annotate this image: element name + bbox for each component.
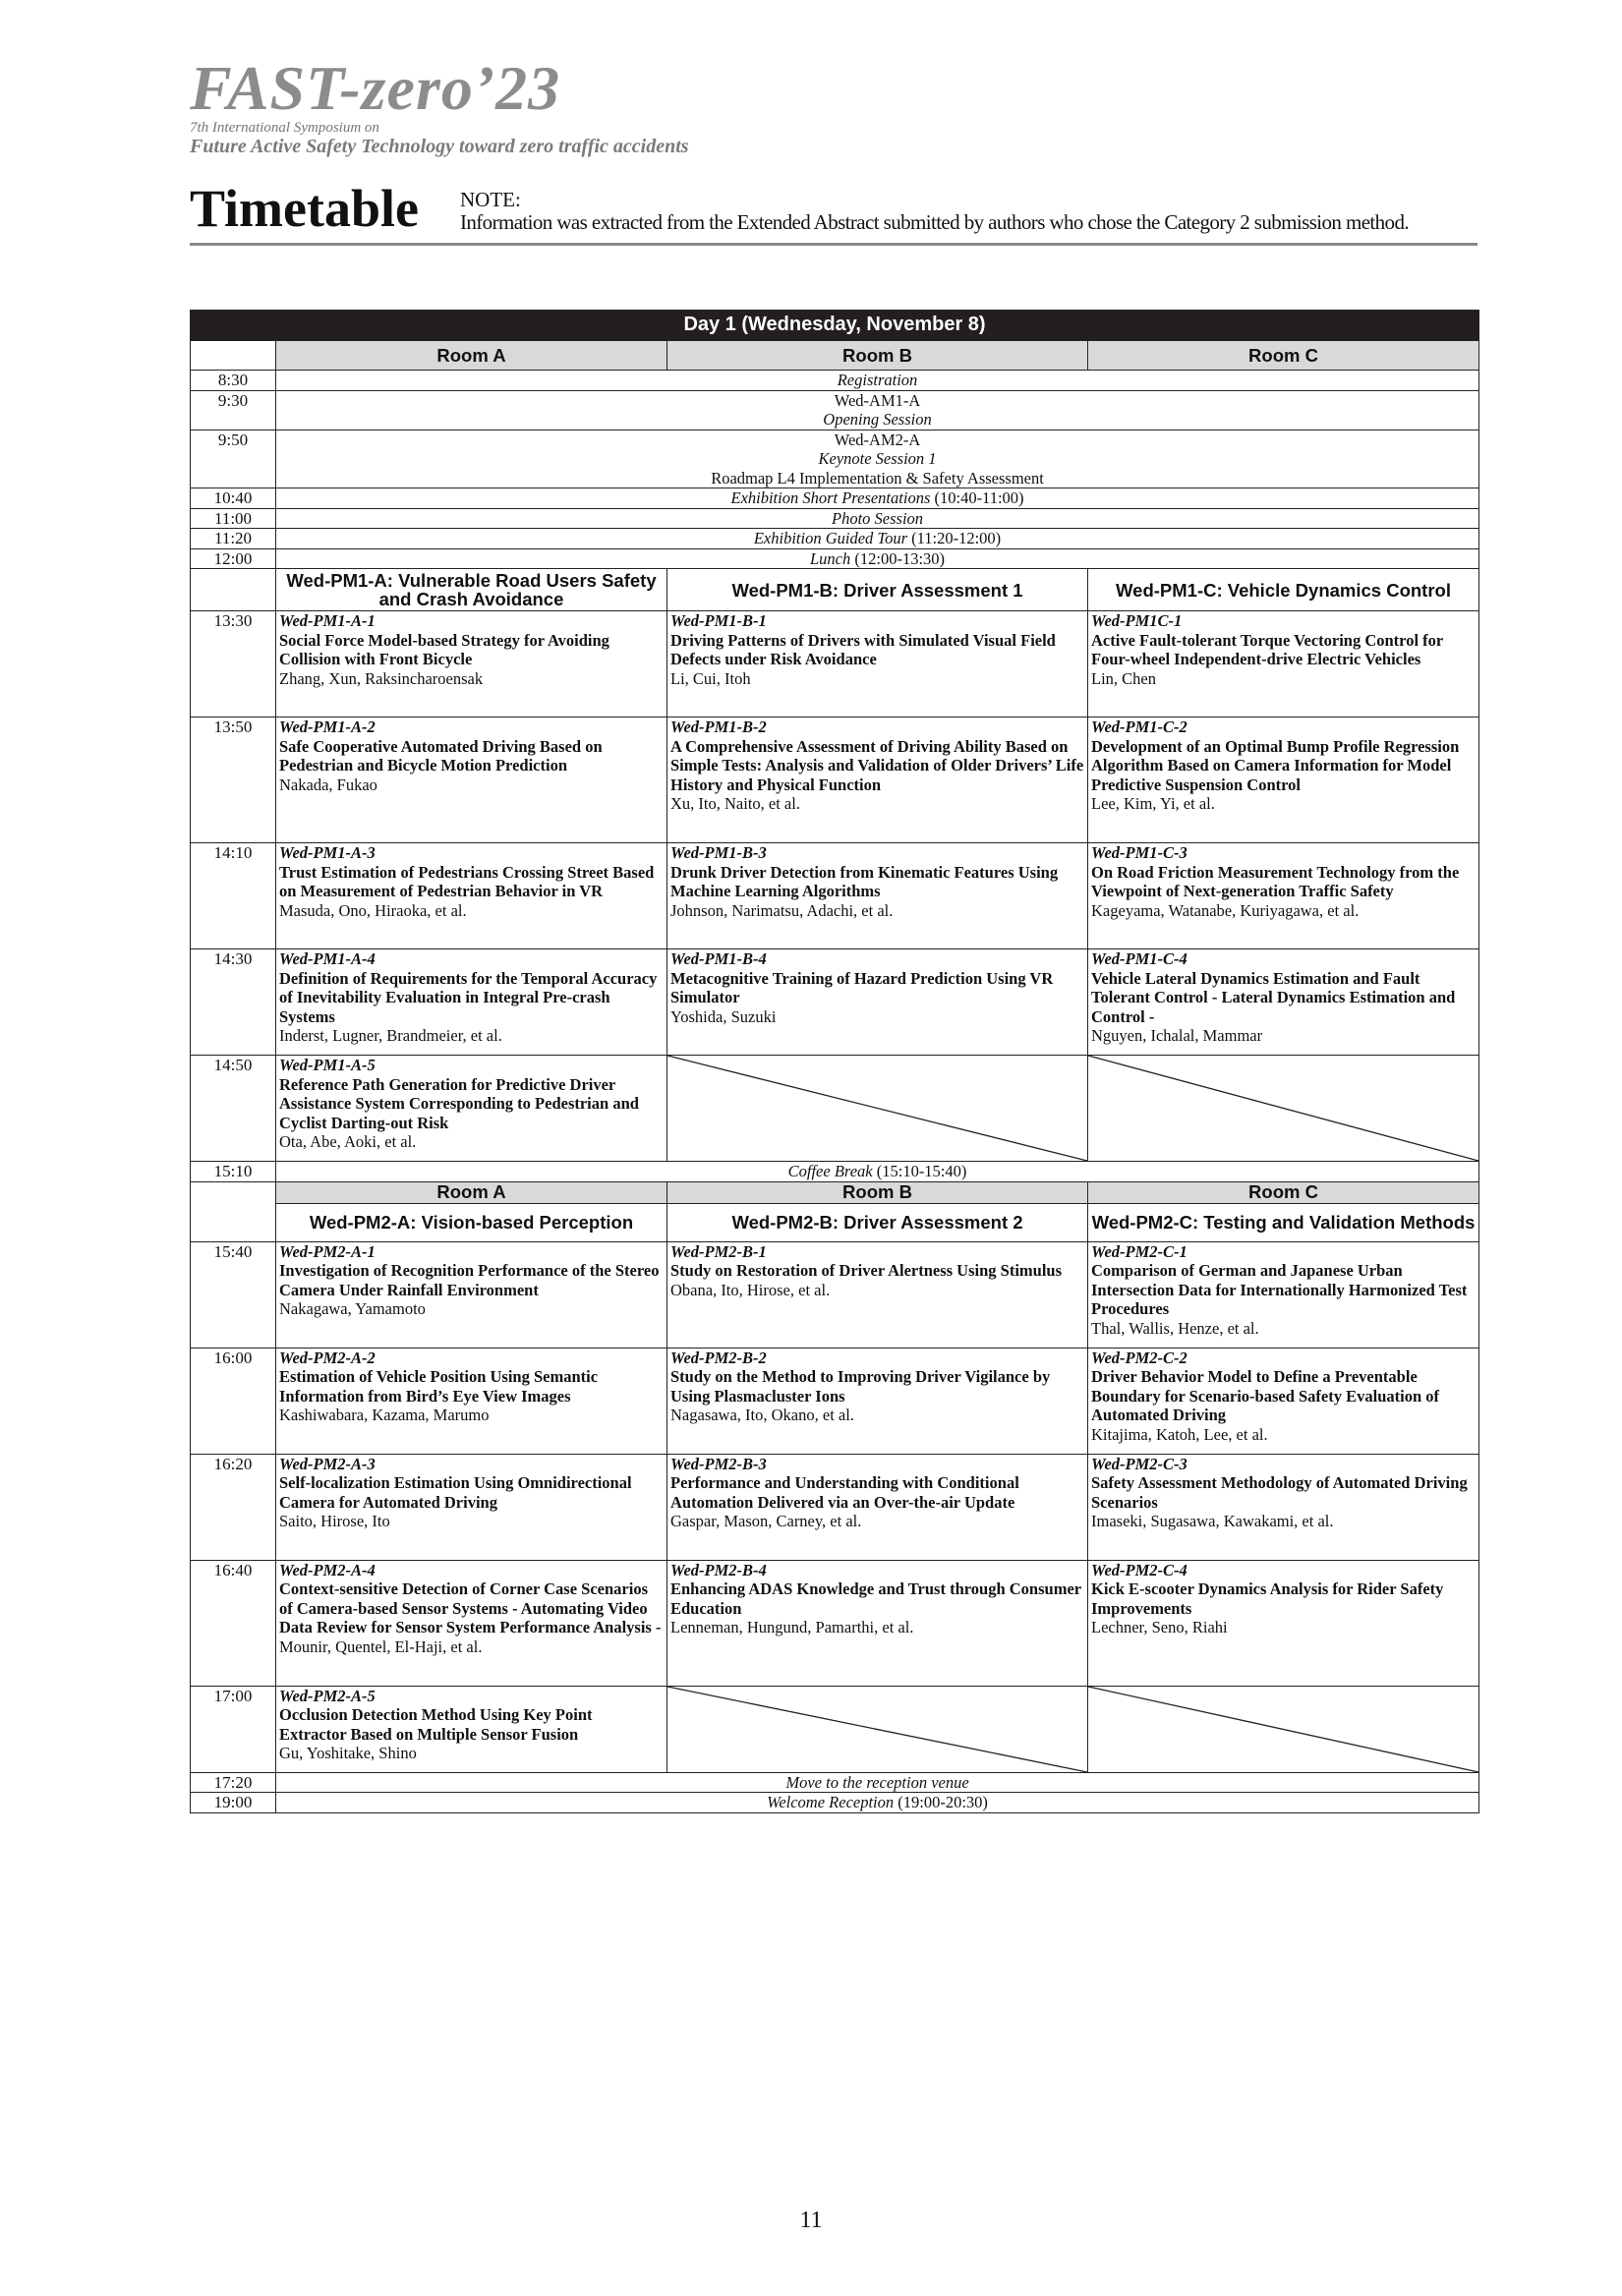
- session-header-row: [191, 1203, 1479, 1241]
- plenary-event: [276, 488, 1479, 509]
- paper-code: Wed-PM1-A-5: [279, 1056, 376, 1074]
- paper-authors: Xu, Ito, Naito, et al.: [670, 794, 800, 813]
- paper-cell: [276, 718, 667, 843]
- paper-code: Wed-PM2-A-2: [279, 1348, 376, 1367]
- paper-authors: Inderst, Lugner, Brandmeier, et al.: [279, 1026, 502, 1045]
- time-cell: 15:10: [191, 1162, 276, 1182]
- paper-row: [191, 718, 1479, 843]
- paper-title: Vehicle Lateral Dynamics Estimation and Fault Tolerant Control - Lateral Dynamics Estimation and Control -: [1091, 968, 1456, 1026]
- plenary-row: [191, 390, 1479, 430]
- paper-code: Wed-PM1-A-4: [279, 949, 376, 968]
- time-cell: 14:50: [191, 1056, 276, 1162]
- paper-authors: Li, Cui, Itoh: [670, 668, 751, 688]
- paper-authors: Mounir, Quentel, El-Haji, et al.: [279, 1636, 483, 1656]
- paper-title: On Road Friction Measurement Technology from the Viewpoint of Next-generation Traffic Safety: [1091, 862, 1460, 900]
- paper-authors: Imaseki, Sugasawa, Kawakami, et al.: [1091, 1512, 1334, 1530]
- paper-cell: [276, 1241, 667, 1348]
- plenary-row: [191, 508, 1479, 529]
- time-cell: 19:00: [191, 1793, 276, 1813]
- time-cell: 9:30: [191, 390, 276, 430]
- plenary-row: [191, 529, 1479, 549]
- paper-cell: [1088, 843, 1479, 949]
- paper-code: Wed-PM2-A-3: [279, 1454, 376, 1473]
- time-cell: 11:00: [191, 508, 276, 529]
- paper-title: Driver Behavior Model to Define a Preventable Boundary for Scenario-based Safety Evaluation of Automated Driving: [1091, 1367, 1440, 1424]
- empty-slot: [1088, 1056, 1479, 1162]
- plenary-row: [191, 548, 1479, 569]
- session-title: Wed-PM1-A: Vulnerable Road Users Safety and Crash Avoidance: [276, 569, 667, 611]
- time-cell: 16:20: [191, 1454, 276, 1560]
- paper-cell: [276, 1560, 667, 1686]
- symposium-logo: [190, 53, 799, 157]
- empty-slot-diagonal: [1088, 1056, 1478, 1161]
- room-header: Room C: [1088, 341, 1479, 371]
- time-cell: 14:30: [191, 949, 276, 1056]
- paper-cell: [276, 1454, 667, 1560]
- paper-code: Wed-PM2-B-1: [670, 1241, 767, 1261]
- event-text: Welcome Reception: [767, 1793, 895, 1811]
- plenary-row: [191, 1793, 1479, 1813]
- paper-title: Social Force Model-based Strategy for Avoiding Collision with Front Bicycle: [279, 630, 609, 668]
- paper-authors: Ota, Abe, Aoki, et al.: [279, 1132, 417, 1151]
- time-cell-blank: [191, 1203, 276, 1241]
- paper-authors: Nakagawa, Yamamoto: [279, 1299, 426, 1318]
- room-header: Room B: [667, 1181, 1088, 1203]
- paper-cell: [667, 1241, 1088, 1348]
- room-header: Room B: [667, 341, 1088, 371]
- plenary-event: [276, 1772, 1479, 1793]
- event-time-range: (19:00-20:30): [894, 1793, 988, 1811]
- event-line: [279, 488, 1476, 508]
- paper-row: [191, 1348, 1479, 1454]
- time-cell: 13:30: [191, 611, 276, 718]
- event-text: Wed-AM2-A: [834, 430, 921, 449]
- event-line: [279, 1773, 1476, 1793]
- event-text: Registration: [837, 371, 918, 389]
- logo-title: FAST-zero’23: [190, 53, 561, 123]
- paper-title: Drunk Driver Detection from Kinematic Features Using Machine Learning Algorithms: [670, 862, 1059, 900]
- paper-code: Wed-PM2-A-1: [279, 1241, 376, 1261]
- paper-row: [191, 611, 1479, 718]
- paper-authors: Nakada, Fukao: [279, 775, 377, 794]
- event-text: Opening Session: [823, 410, 932, 429]
- paper-cell: [1088, 1560, 1479, 1686]
- paper-code: Wed-PM1-B-4: [670, 949, 767, 968]
- paper-authors: Lenneman, Hungund, Pamarthi, et al.: [670, 1618, 914, 1636]
- paper-title: Study on Restoration of Driver Alertness Using Stimulus: [670, 1261, 1063, 1280]
- paper-authors: Nguyen, Ichalal, Mammar: [1091, 1026, 1263, 1045]
- paper-cell: [276, 1686, 667, 1772]
- event-line: [279, 509, 1476, 529]
- paper-cell: [1088, 611, 1479, 718]
- title-divider: [190, 243, 1477, 246]
- time-cell: 9:50: [191, 430, 276, 488]
- paper-authors: Lechner, Seno, Riahi: [1091, 1618, 1228, 1636]
- paper-cell: [276, 949, 667, 1056]
- time-cell-blank: [191, 341, 276, 371]
- logo-tagline: Future Active Safety Technology toward zero traffic accidents: [190, 136, 689, 157]
- paper-code: Wed-PM1-B-2: [670, 718, 767, 736]
- paper-code: Wed-PM2-C-1: [1091, 1241, 1188, 1261]
- event-line: [279, 410, 1476, 430]
- paper-code: Wed-PM1-B-3: [670, 843, 767, 862]
- event-line: [279, 1793, 1476, 1812]
- paper-title: Comparison of German and Japanese Urban Intersection Data for Internationally Harmonized Test Procedures: [1091, 1261, 1468, 1318]
- paper-code: Wed-PM1-C-3: [1091, 843, 1188, 862]
- paper-authors: Yoshida, Suzuki: [670, 1006, 777, 1026]
- paper-authors: Kashiwabara, Kazama, Marumo: [279, 1406, 490, 1424]
- empty-slot-diagonal: [667, 1687, 1087, 1772]
- paper-row: [191, 1056, 1479, 1162]
- time-cell-blank: [191, 569, 276, 611]
- paper-code: Wed-PM1-C-4: [1091, 949, 1188, 968]
- paper-title: Performance and Understanding with Conditional Automation Delivered via an Over-the-air Update: [670, 1473, 1019, 1512]
- session-title: Wed-PM2-C: Testing and Validation Methods: [1088, 1203, 1479, 1241]
- page-number: 11: [799, 2208, 823, 2233]
- plenary-row: [191, 430, 1479, 488]
- event-line: [279, 449, 1476, 469]
- paper-title: Reference Path Generation for Predictive Driver Assistance System Corresponding to Pedestrian and Cyclist Darting-out Risk: [279, 1074, 639, 1132]
- session-title: Wed-PM1-C: Vehicle Dynamics Control: [1088, 569, 1479, 611]
- empty-slot: [667, 1686, 1088, 1772]
- paper-code: Wed-PM2-C-2: [1091, 1348, 1188, 1367]
- plenary-row: [191, 1772, 1479, 1793]
- time-cell: 10:40: [191, 488, 276, 509]
- paper-title: Study on the Method to Improving Driver Vigilance by Using Plasmacluster Ions: [670, 1367, 1051, 1406]
- time-cell: 16:00: [191, 1348, 276, 1454]
- paper-row: [191, 1454, 1479, 1560]
- plenary-event: [276, 430, 1479, 488]
- paper-code: Wed-PM1-B-1: [670, 611, 767, 630]
- session-title: Wed-PM2-A: Vision-based Perception: [276, 1203, 667, 1241]
- paper-code: Wed-PM2-A-4: [279, 1560, 376, 1579]
- paper-authors: Thal, Wallis, Henze, et al.: [1091, 1318, 1259, 1338]
- paper-code: Wed-PM2-B-2: [670, 1348, 767, 1367]
- paper-cell: [1088, 1348, 1479, 1454]
- paper-code: Wed-PM2-C-4: [1091, 1560, 1188, 1579]
- time-cell: 17:00: [191, 1686, 276, 1772]
- paper-title: A Comprehensive Assessment of Driving Ability Based on Simple Tests: Analysis and Validation of Older Drivers’ Life History and Physical Function: [670, 736, 1084, 794]
- paper-cell: [276, 1056, 667, 1162]
- event-line: [279, 371, 1476, 390]
- paper-code: Wed-PM1-A-2: [279, 718, 376, 736]
- room-header-row: [191, 341, 1479, 371]
- paper-title: Safe Cooperative Automated Driving Based on Pedestrian and Bicycle Motion Prediction: [279, 736, 603, 775]
- plenary-row: [191, 1162, 1479, 1182]
- paper-title: Active Fault-tolerant Torque Vectoring Control for Four-wheel Independent-drive Electric Vehicles: [1091, 630, 1443, 668]
- plenary-event: [276, 390, 1479, 430]
- plenary-row: [191, 371, 1479, 391]
- paper-code: Wed-PM1-C-2: [1091, 718, 1188, 736]
- paper-code: Wed-PM1-A-3: [279, 843, 376, 862]
- room-header: Room C: [1088, 1181, 1479, 1203]
- paper-cell: [667, 1560, 1088, 1686]
- event-time-range: (11:20-12:00): [907, 529, 1002, 547]
- event-line: [279, 549, 1476, 569]
- paper-cell: [667, 949, 1088, 1056]
- paper-authors: Lee, Kim, Yi, et al.: [1091, 794, 1215, 813]
- paper-code: Wed-PM2-B-4: [670, 1560, 767, 1579]
- paper-title: Development of an Optimal Bump Profile Regression Algorithm Based on Camera Information for Model Predictive Suspension Control: [1091, 736, 1460, 794]
- paper-cell: [1088, 949, 1479, 1056]
- paper-title: Safety Assessment Methodology of Automated Driving Scenarios: [1091, 1473, 1468, 1512]
- paper-code: Wed-PM2-C-3: [1091, 1454, 1188, 1473]
- event-text: Move to the reception venue: [785, 1772, 969, 1792]
- paper-authors: Kageyama, Watanabe, Kuriyagawa, et al.: [1091, 900, 1360, 920]
- event-line: [279, 469, 1476, 488]
- time-cell: 8:30: [191, 371, 276, 391]
- event-text: Lunch: [810, 548, 851, 568]
- event-time-range: (15:10-15:40): [872, 1162, 967, 1180]
- paper-title: Occlusion Detection Method Using Key Point Extractor Based on Multiple Sensor Fusion: [279, 1705, 593, 1744]
- paper-cell: [276, 843, 667, 949]
- paper-authors: Zhang, Xun, Raksincharoensak: [279, 668, 484, 688]
- plenary-event: [276, 371, 1479, 391]
- paper-title: Context-sensitive Detection of Corner Case Scenarios of Camera-based Sensor Systems - Automating Video Data Review for Sensor System Performance Analysis -: [279, 1579, 662, 1636]
- paper-title: Metacognitive Training of Hazard Prediction Using VR Simulator: [670, 968, 1054, 1006]
- note-label: NOTE:: [460, 188, 521, 211]
- room-header-row: [191, 1181, 1479, 1203]
- paper-cell: [667, 1454, 1088, 1560]
- paper-authors: Gaspar, Mason, Carney, et al.: [670, 1512, 862, 1530]
- empty-slot-diagonal: [1088, 1687, 1478, 1772]
- paper-cell: [667, 1348, 1088, 1454]
- event-text: Exhibition Guided Tour: [753, 529, 907, 547]
- event-text: Photo Session: [831, 508, 924, 528]
- plenary-event: [276, 548, 1479, 569]
- paper-row: [191, 843, 1479, 949]
- note-text: Information was extracted from the Extended Abstract submitted by authors who chose the Category 2 submission method.: [460, 210, 1409, 234]
- timetable: [190, 310, 1479, 1813]
- paper-authors: Saito, Hirose, Ito: [279, 1512, 390, 1530]
- paper-title: Kick E-scooter Dynamics Analysis for Rider Safety Improvements: [1091, 1579, 1444, 1618]
- plenary-row: [191, 488, 1479, 509]
- time-cell: 17:20: [191, 1772, 276, 1793]
- paper-authors: Obana, Ito, Hirose, et al.: [670, 1280, 831, 1299]
- paper-authors: Masuda, Ono, Hiraoka, et al.: [279, 900, 467, 920]
- plenary-event: [276, 529, 1479, 549]
- paper-code: Wed-PM1C-1: [1091, 611, 1183, 630]
- time-cell: 12:00: [191, 548, 276, 569]
- paper-title: Definition of Requirements for the Temporal Accuracy of Inevitability Evaluation in Integral Pre-crash Systems: [279, 968, 658, 1026]
- paper-authors: Kitajima, Katoh, Lee, et al.: [1091, 1424, 1268, 1444]
- event-line: [279, 529, 1476, 548]
- paper-cell: [1088, 718, 1479, 843]
- day-header: Day 1 (Wednesday, November 8): [191, 311, 1479, 341]
- event-text: Exhibition Short Presentations: [730, 488, 931, 507]
- time-cell: 16:40: [191, 1560, 276, 1686]
- session-title: Wed-PM1-B: Driver Assessment 1: [667, 569, 1088, 611]
- page-title: Timetable: [190, 179, 419, 238]
- paper-cell: [1088, 1241, 1479, 1348]
- paper-code: Wed-PM1-A-1: [279, 611, 376, 630]
- time-cell: 15:40: [191, 1241, 276, 1348]
- paper-cell: [667, 843, 1088, 949]
- event-line: [279, 391, 1476, 411]
- room-header: Room A: [276, 341, 667, 371]
- event-text: Coffee Break: [787, 1162, 873, 1180]
- paper-title: Estimation of Vehicle Position Using Semantic Information from Bird’s Eye View Images: [279, 1367, 599, 1406]
- empty-slot: [1088, 1686, 1479, 1772]
- paper-code: Wed-PM2-B-3: [670, 1454, 767, 1473]
- paper-cell: [667, 718, 1088, 843]
- event-line: [279, 430, 1476, 450]
- event-time-range: (10:40-11:00): [930, 488, 1024, 507]
- time-cell-blank: [191, 1181, 276, 1203]
- paper-title: Self-localization Estimation Using Omnidirectional Camera for Automated Driving: [279, 1473, 632, 1512]
- paper-cell: [276, 1348, 667, 1454]
- paper-authors: Gu, Yoshitake, Shino: [279, 1744, 417, 1762]
- paper-authors: Johnson, Narimatsu, Adachi, et al.: [670, 900, 894, 920]
- session-title: Wed-PM2-B: Driver Assessment 2: [667, 1203, 1088, 1241]
- paper-code: Wed-PM2-A-5: [279, 1686, 376, 1705]
- paper-cell: [276, 611, 667, 718]
- plenary-event: [276, 1793, 1479, 1813]
- paper-authors: Lin, Chen: [1091, 668, 1156, 688]
- time-cell: 11:20: [191, 529, 276, 549]
- paper-row: [191, 1241, 1479, 1348]
- empty-slot: [667, 1056, 1088, 1162]
- paper-cell: [1088, 1454, 1479, 1560]
- paper-row: [191, 949, 1479, 1056]
- paper-title: Enhancing ADAS Knowledge and Trust through Consumer Education: [670, 1579, 1081, 1618]
- empty-slot-diagonal: [667, 1056, 1087, 1161]
- time-cell: 14:10: [191, 843, 276, 949]
- event-text: Keynote Session 1: [818, 449, 937, 468]
- logo-subtitle: 7th International Symposium on: [190, 120, 379, 136]
- paper-row: [191, 1560, 1479, 1686]
- paper-title: Driving Patterns of Drivers with Simulated Visual Field Defects under Risk Avoidance: [670, 630, 1056, 668]
- plenary-event: [276, 508, 1479, 529]
- plenary-event: [276, 1162, 1479, 1182]
- day-header-row: [191, 311, 1479, 341]
- paper-row: [191, 1686, 1479, 1772]
- paper-authors: Nagasawa, Ito, Okano, et al.: [670, 1406, 854, 1424]
- event-text: Roadmap L4 Implementation & Safety Assessment: [711, 468, 1044, 488]
- paper-cell: [667, 611, 1088, 718]
- event-time-range: (12:00-13:30): [850, 548, 946, 568]
- paper-title: Investigation of Recognition Performance of the Stereo Camera Under Rainfall Environment: [279, 1261, 660, 1299]
- room-header: Room A: [276, 1181, 667, 1203]
- paper-title: Trust Estimation of Pedestrians Crossing Street Based on Measurement of Pedestrian Behavior in VR: [279, 862, 655, 900]
- session-header-row: [191, 569, 1479, 611]
- time-cell: 13:50: [191, 718, 276, 843]
- event-text: Wed-AM1-A: [834, 390, 921, 410]
